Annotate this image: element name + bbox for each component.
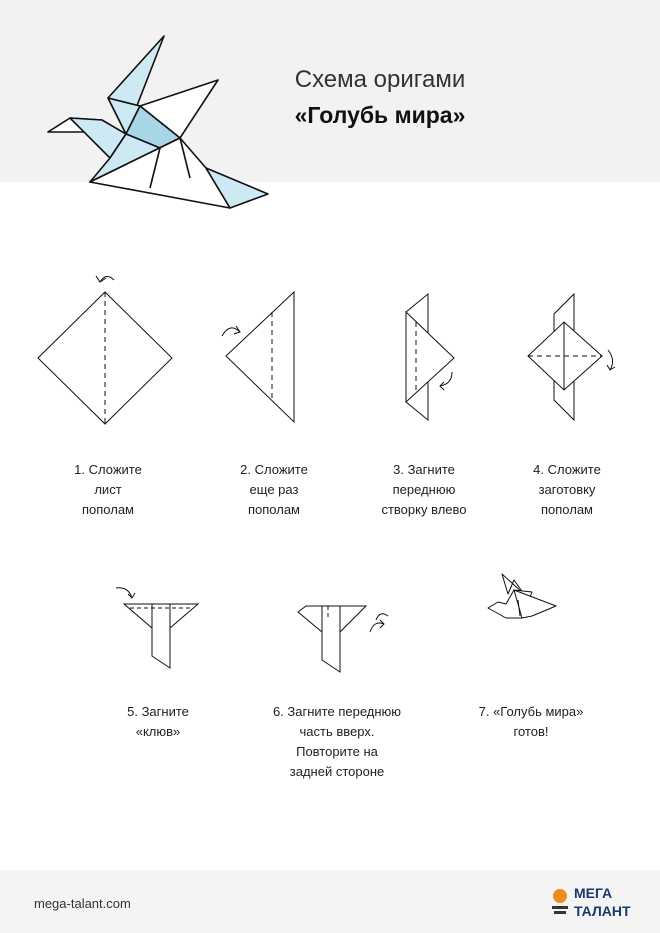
step-4-caption [497,460,637,520]
caption-line: 2. Сложите [240,462,308,477]
page-subtitle: «Голубь мира» [294,102,466,128]
caption-line: часть вверх. [299,724,375,739]
step-7-diagram [484,570,564,630]
caption-line: створку влево [381,502,467,517]
step-6-caption [252,702,422,782]
logo-bottom-text: ТАЛАНТ [574,903,631,919]
caption-line: 1. Сложите [74,462,142,477]
caption-line: лист [94,482,122,497]
caption-line: пополам [81,502,134,517]
caption-line: 5. Загните [127,704,189,719]
logo-mark-icon [553,889,567,903]
dove-illustration [40,28,280,218]
logo-top-text: МЕГА [574,885,613,901]
step-2-caption [204,460,344,520]
step-6-diagram [294,596,394,676]
caption-line: Повторите на [296,744,378,759]
caption-line: заготовку [538,482,596,497]
caption-line: 3. Загните [393,462,455,477]
step-5-diagram [112,584,202,674]
page-title: Схема оригами [294,66,466,93]
caption-line: переднюю [392,482,456,497]
step-4-diagram [524,292,624,422]
mega-talant-logo [550,880,640,920]
caption-line: 7. «Голубь мира» [478,704,584,719]
step-2-diagram [216,288,306,428]
step-3-caption [354,460,494,520]
caption-line: пополам [247,502,300,517]
step-5-caption [88,702,228,742]
caption-line: задней стороне [289,764,385,779]
website-link[interactable]: mega-talant.com [34,896,131,911]
caption-line: 6. Загните переднюю [272,704,402,719]
step-1-diagram [38,268,178,428]
step-1-caption [38,460,178,520]
caption-line: 4. Сложите [533,462,601,477]
caption-line: «клюв» [135,724,181,739]
caption-line: готов! [513,724,549,739]
step-7-caption [456,702,606,742]
caption-line: еще раз [249,482,299,497]
step-3-diagram [396,292,466,422]
caption-line: пополам [540,502,593,517]
curved-arrow-icon [376,614,388,620]
